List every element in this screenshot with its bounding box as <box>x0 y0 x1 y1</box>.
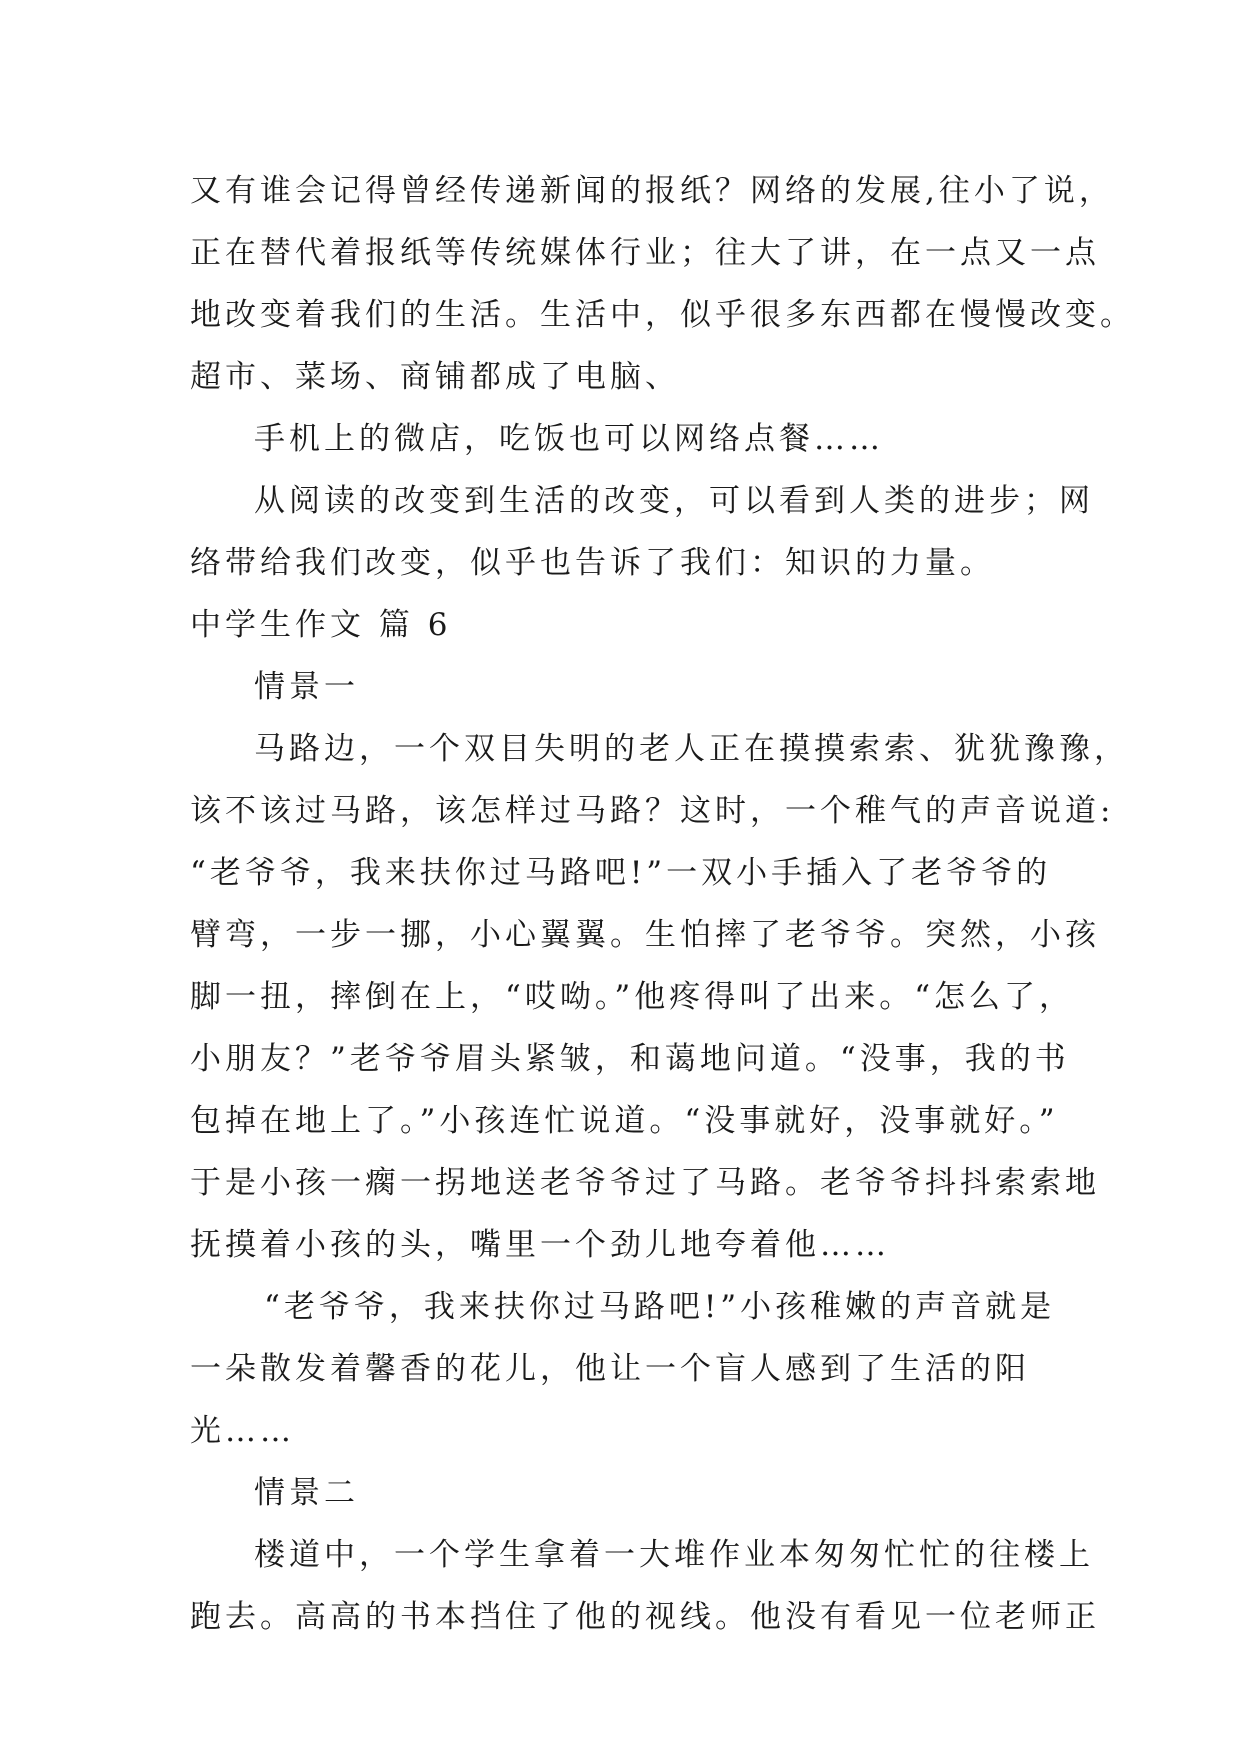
text-line: 超市、菜场、商铺都成了电脑、 <box>190 359 680 395</box>
text-line: 手机上的微店，吃饭也可以网络点餐…… <box>254 421 884 457</box>
text-line: 从阅读的改变到生活的改变，可以看到人类的进步；网 <box>254 483 1094 519</box>
text-line: “老爷爷，我来扶你过马路吧!”一双小手插入了老爷爷的 <box>190 855 1052 891</box>
text-line: 光…… <box>190 1413 295 1449</box>
text-line: 马路边，一个双目失明的老人正在摸摸索索、犹犹豫豫， <box>254 731 1129 767</box>
section-heading: 中学生作文 篇 6 <box>190 607 452 643</box>
text-line: 抚摸着小孩的头，嘴里一个劲儿地夸着他…… <box>190 1227 890 1263</box>
scene-heading: 情景一 <box>254 669 359 705</box>
text-line: 臂弯，一步一挪，小心翼翼。生怕摔了老爷爷。突然，小孩 <box>190 917 1100 953</box>
text-line: 小朋友？”老爷爷眉头紧皱，和蔼地问道。“没事，我的书 <box>190 1041 1070 1077</box>
scene-heading: 情景二 <box>254 1475 359 1511</box>
text-line: 跑去。高高的书本挡住了他的视线。他没有看见一位老师正 <box>190 1599 1100 1635</box>
text-line: 该不该过马路，该怎样过马路？这时，一个稚气的声音说道: <box>190 793 1115 829</box>
text-line: 包掉在地上了。”小孩连忙说道。“没事就好，没事就好。” <box>190 1103 1059 1139</box>
text-line: 楼道中，一个学生拿着一大堆作业本匆匆忙忙的往楼上 <box>254 1537 1094 1573</box>
text-line: “老爷爷，我来扶你过马路吧!”小孩稚嫩的声音就是 <box>264 1289 1056 1325</box>
text-line: 脚一扭，摔倒在上，“哎呦。”他疼得叫了出来。“怎么了， <box>190 979 1075 1015</box>
text-line: 于是小孩一瘸一拐地送老爷爷过了马路。老爷爷抖抖索索地 <box>190 1165 1100 1201</box>
text-line: 络带给我们改变，似乎也告诉了我们：知识的力量。 <box>190 545 995 581</box>
text-line: 地改变着我们的生活。生活中，似乎很多东西都在慢慢改变。 <box>190 297 1135 333</box>
text-line: 又有谁会记得曾经传递新闻的报纸？网络的发展,往小了说， <box>190 173 1114 209</box>
text-line: 一朵散发着馨香的花儿，他让一个盲人感到了生活的阳 <box>190 1351 1030 1387</box>
document-body <box>190 160 1135 1648</box>
text-line: 正在替代着报纸等传统媒体行业；往大了讲，在一点又一点 <box>190 235 1100 271</box>
